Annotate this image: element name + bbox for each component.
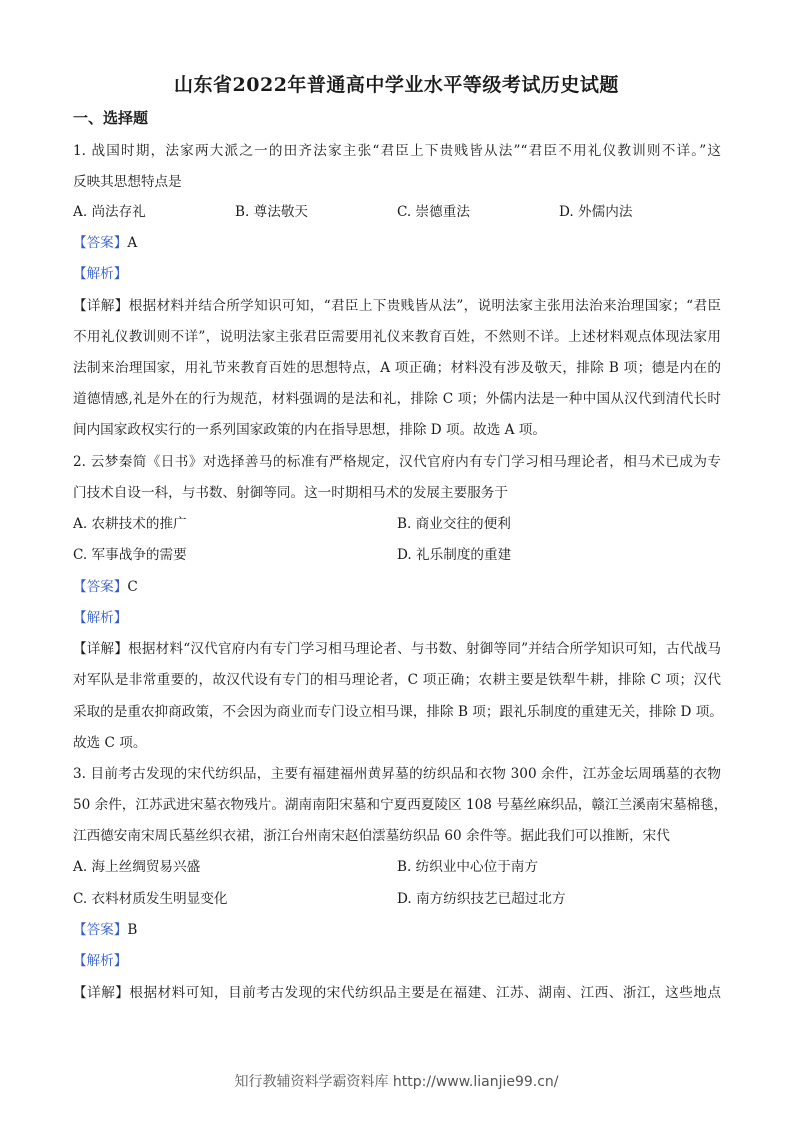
q1-detail-line-2: 不用礼仪教训则不详”，说明法家主张君臣需要用礼仪来教育百姓，不然则不详。上述材料观点体现法家用	[73, 329, 721, 345]
q1-detail-line-1	[73, 296, 721, 316]
q1-option-d: D. 外儒内法	[559, 204, 633, 220]
q3-stem-line-3: 江西德安南宋周氏墓丝织衣裙，浙江台州南宋赵伯澐墓纺织品 60 余件等。据此我们可以推断，宋代	[73, 828, 670, 844]
q3-stem-line-2: 50 余件，江苏武进宋墓衣物残片。湖南南阳宋墓和宁夏西夏陵区 108 号墓丝麻织品，赣江兰溪南宋墓棉毯，	[73, 797, 728, 813]
q1-analysis-tag: 【解析】	[73, 266, 128, 282]
section-heading: 一、选择题	[73, 109, 149, 127]
q3-detail-line-1	[73, 983, 721, 1003]
detail-tag: 【详解】	[73, 298, 129, 314]
answer-tag: 【答案】	[73, 922, 128, 938]
q2-answer	[73, 577, 138, 597]
q1-detail-line-3: 法制来治理国家，用礼节来教育百姓的思想特点，A 项正确；材料没有涉及敬天，排除 B 项；德是内在的	[73, 360, 721, 376]
q1-option-c: C. 崇德重法	[397, 204, 470, 220]
q2-stem-line-2: 门技术自设一科，与书数、射御等同。这一时期相马术的发展主要服务于	[73, 485, 508, 501]
footer-watermark: 知行教辅资料学霸资料库 http://www.lianjie99.cn/	[234, 1074, 559, 1090]
q2-detail-line-2: 对军队是非常重要的，故汉代设有专门的相马理论者，C 项正确；农耕主要是铁犁牛耕，排除 C 项；汉代	[73, 672, 721, 688]
q1-answer-value: A	[127, 235, 138, 251]
answer-tag: 【答案】	[73, 235, 128, 251]
answer-tag: 【答案】	[73, 579, 128, 595]
q1-option-a: A. 尚法存礼	[73, 204, 146, 220]
page-title: 山东省2022年普通高中学业水平等级考试历史试题	[174, 74, 619, 96]
q2-detail-line-1	[73, 639, 721, 659]
q3-option-d: D. 南方纺织技艺已超过北方	[397, 891, 566, 907]
q2-detail-text: 根据材料“汉代官府内有专门学习相马理论者、与书数、射御等同”并结合所学知识可知，古代战马	[128, 641, 721, 657]
q1-option-b: B. 尊法敬天	[235, 204, 309, 220]
q1-detail-text: 根据材料并结合所学知识可知，“君臣上下贵贱皆从法”，说明法家主张用法治来治理国家；“君臣	[128, 298, 721, 314]
q3-analysis-tag: 【解析】	[73, 953, 128, 969]
q3-detail-text: 根据材料可知，目前考古发现的宋代纺织品主要是在福建、江苏、湖南、江西、浙江，这些地点	[129, 985, 722, 1001]
q3-answer-value: B	[127, 922, 138, 938]
q2-analysis-tag: 【解析】	[73, 610, 128, 626]
q3-stem-line-1: 3. 目前考古发现的宋代纺织品，主要有福建福州黄昇墓的纺织品和衣物 300 余件，江苏金坛周瑀墓的衣物	[73, 766, 721, 782]
q3-option-b: B. 纺织业中心位于南方	[397, 859, 538, 875]
q1-detail-line-5: 间内国家政权实行的一系列国家政策的内在指导思想，排除 D 项。故选 A 项。	[73, 422, 546, 438]
q2-detail-line-3: 采取的是重农抑商政策，不会因为商业而专门设立相马课，排除 B 项；跟礼乐制度的重建无关，排除 D 项。	[73, 704, 723, 720]
detail-tag: 【详解】	[73, 985, 130, 1001]
q2-detail-line-4: 故选 C 项。	[73, 735, 147, 751]
q3-option-c: C. 衣料材质发生明显变化	[73, 891, 228, 907]
q3-answer	[73, 920, 137, 940]
q2-option-c: C. 军事战争的需要	[73, 547, 187, 563]
detail-tag: 【详解】	[73, 641, 129, 657]
q1-stem-line-1: 1. 战国时期，法家两大派之一的田齐法家主张“君臣上下贵贱皆从法”“君臣不用礼仪教训则不详。”这	[73, 143, 721, 159]
q2-option-b: B. 商业交往的便利	[397, 516, 511, 532]
q2-stem-line-1: 2. 云梦秦简《日书》对选择善马的标准有严格规定，汉代官府内有专门学习相马理论者，相马术已成为专	[73, 454, 721, 470]
q3-option-a: A. 海上丝绸贸易兴盛	[73, 859, 201, 875]
q2-option-a: A. 农耕技术的推广	[73, 516, 187, 532]
q1-answer	[73, 233, 137, 253]
q2-answer-value: C	[127, 579, 138, 595]
q2-option-d: D. 礼乐制度的重建	[397, 547, 512, 563]
q1-stem-line-2: 反映其思想特点是	[73, 174, 182, 190]
q1-detail-line-4: 道德情感,礼是外在的行为规范，材料强调的是法和礼，排除 C 项；外儒内法是一种中国从汉代到清代长时	[73, 391, 721, 407]
